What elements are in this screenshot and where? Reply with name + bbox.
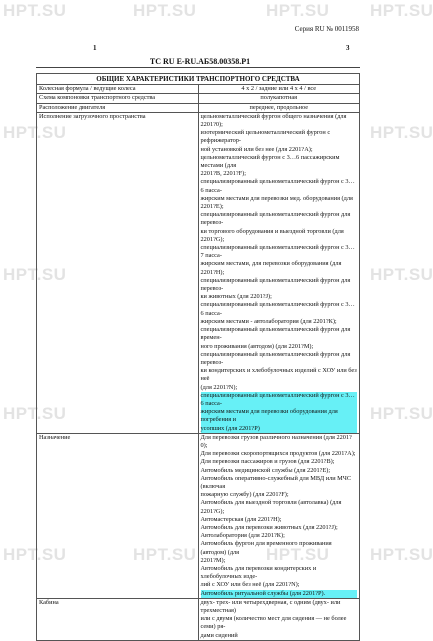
text-line: специализированный цельнометаллический фургон с 3…7 пасса- [200,244,355,260]
highlighted-text-line: Автомобиль ритуальной службы (для 2201?Р). [201,590,358,598]
page-number-left: 1 [93,44,97,52]
watermark: HPT.SU [3,545,67,564]
text-line: ки кондитерских и хлебобулочных изделий с ХОУ или без неё [200,367,357,383]
text-line: Для перевозки скоропортящихся продуктов (для 2201?А); [200,450,356,458]
watermark: HPT.SU [370,123,433,142]
text-line: ки торгового оборудования и выездной торговли (для 2201?G); [200,227,344,243]
watermark: HPT.SU [3,1,67,20]
watermark: HPT.SU [3,265,67,284]
row-label: Кабина [37,598,199,640]
text-line: цельнометаллический фургон с 3…6 пассажирским местами (для [200,153,340,170]
watermark: HPT.SU [266,1,330,20]
text-line: Для перевозки грузов различного назначения (для 2201?0); [200,433,352,449]
text-line: Для перевозки пассажиров и грузов (для 2201?В); [200,458,335,466]
text-line: Автомобиль фургон для временного проживания (автодом) (для [200,540,332,556]
text-line: (для 2201?N); [200,383,238,391]
text-line: изотермический цельнометаллический фургон с рефрижератор- [200,129,331,145]
table-title: ОБЩИЕ ХАРАКТЕРИСТИКИ ТРАНСПОРТНОГО СРЕДСТВА [37,74,360,85]
text-line: Автолаборатория (для 2201?К); [200,532,285,540]
text-line: специализированный цельнометаллический фургон для перевоз- [200,276,351,293]
table-row [37,103,360,112]
text-line: Автомобиль оперативно-служебный для МВД или МЧС (включая [200,474,352,490]
row-value: полукапотная [198,94,360,103]
text-line: специализированный цельнометаллический фургон для перевоз- [200,211,351,227]
row-label: Расположение двигателя [37,103,199,112]
row-label: Схема компоновки транспортного средства [37,94,199,103]
text-line: ного проживания (автодом) (для 2201?М); [200,342,314,350]
watermark: HPT.SU [266,545,330,564]
text-line: Автомобиль для выездной торговли (автолавка) (для 2201?G); [200,499,342,515]
row-value-cargo [198,112,360,433]
watermark: HPT.SU [3,404,67,423]
text-line: цельнометаллический фургон общего назначения (для 2201?0); [200,112,347,129]
header-divider [36,67,360,68]
serial-number: Серия RU № 0011958 [294,25,359,33]
document-number: ТС RU E-RU.АБ58.00358.Р1 [149,57,251,66]
row-label: Назначение [37,433,199,598]
table-row-cabin [37,598,360,640]
watermark: HPT.SU [133,1,197,20]
highlighted-text-line: жирским местами для перевозки оборудования для погребения и [201,408,358,424]
watermark: HPT.SU [3,123,67,142]
text-line: 2201?М); [200,556,226,564]
text-line: Автомобиль для перевозки животных (для 2201?J); [200,523,338,531]
table-row [37,85,360,94]
text-line: жирским местами - автолаборатория (для 2201?К); [200,317,337,325]
text-line: лий с ХОУ или без неё (для 2201?N); [200,581,300,589]
highlighted-text-line: специализированный цельнометаллический фургон с 3…6 пасса- [201,392,358,408]
watermark: HPT.SU [370,545,433,564]
row-value: переднее, продольное [198,103,360,112]
text-line: жирским местами для перевозки мед. оборудования (для 2201?Е); [200,194,353,211]
text-line: специализированный цельнометаллический фургон с 3…6 пасса- [200,301,355,317]
text-line: жирским местами, для перевозки оборудования (для 2201?Н); [200,260,342,276]
text-line: специализированный цельнометаллический фургон для перевоз- [200,350,351,366]
watermark: HPT.SU [370,265,433,284]
text-line: специализированный цельнометаллический фургон с 3…6 пасса- [200,178,355,194]
text-line: Автомобиль для перевозки кондитерских и хлебобулочных изде- [200,564,317,581]
text-line: Автомастерская (для 2201?Н); [200,515,282,523]
row-label: Колесная формула / ведущие колеса [37,85,199,94]
table-row-cargo [37,112,360,433]
text-line: дами сидений [200,631,238,639]
table-title-row [37,74,360,85]
row-value-cabin [198,598,360,640]
watermark: HPT.SU [133,545,197,564]
text-line: 2201?В, 2201?F); [200,170,246,178]
watermark: HPT.SU [370,1,433,20]
text-line: Автомобиль медицинской службы (для 2201?Е); [200,466,331,474]
text-line: специализированный цельнометаллический фургон для времен- [200,326,351,342]
page-number-right: 3 [346,44,350,52]
row-value: 4 х 2 / задние или 4 х 4 / все [198,85,360,94]
row-value-purpose [198,433,360,598]
text-line: пожарную службу) (для 2201?F); [200,491,289,499]
table-row [37,94,360,103]
text-line: ки животных (для 2201?J); [200,293,272,301]
text-line: ной установкой или без нее (для 2201?А); [200,145,313,153]
table-row-purpose [37,433,360,598]
text-line: или с двумя (количество мест для сидения — не более семи) ря- [200,615,347,631]
row-label: Исполнение загрузочного пространства [37,112,199,433]
watermark: HPT.SU [370,404,433,423]
text-line: двух- трех- или четырехдверная, с одним (двух- или трехместная) [200,598,341,614]
characteristics-table [36,73,360,641]
highlighted-text-line: усопших (для 2201?Р) [201,425,358,433]
